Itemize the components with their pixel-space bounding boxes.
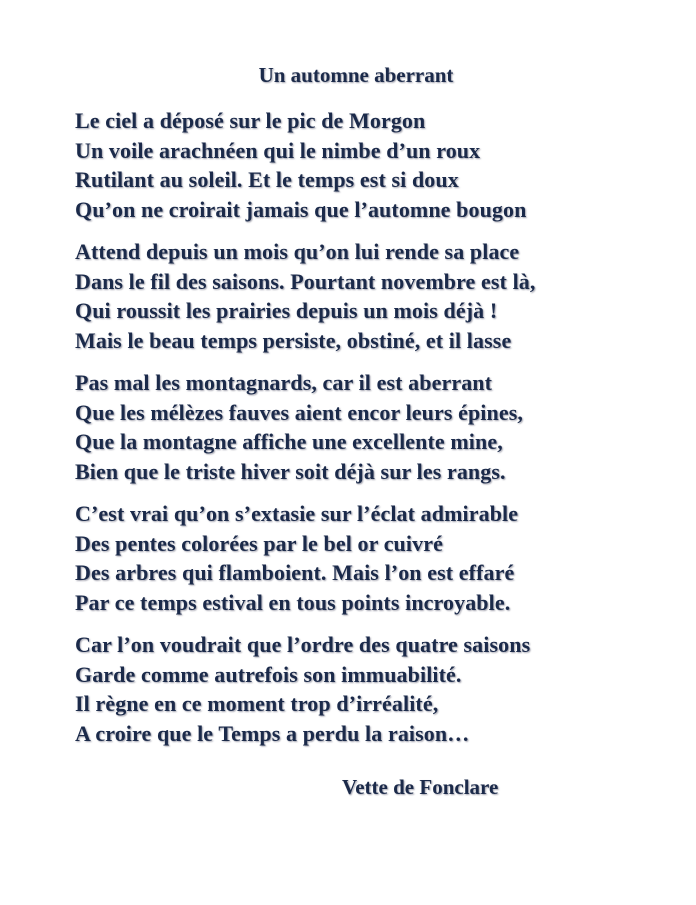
poem-line: Le ciel a déposé sur le pic de Morgon [75, 108, 426, 133]
poem-line: Car l’on voudrait que l’ordre des quatre saisons [75, 632, 531, 657]
poem-line: Rutilant au soleil. Et le temps est si doux [75, 167, 459, 192]
poem-line: Il règne en ce moment trop d’irréalité, [75, 691, 439, 716]
stanza-2 [75, 237, 685, 355]
stanza-5 [75, 630, 685, 748]
poem-body [75, 106, 685, 761]
poem-line: Pas mal les montagnards, car il est aberrant [75, 370, 493, 395]
poem-author: Vette de Fonclare [342, 775, 499, 799]
stanza-4 [75, 499, 685, 617]
poem-line: Par ce temps estival en tous points incroyable. [75, 589, 511, 615]
poem-line: A croire que le Temps a perdu la raison… [75, 720, 470, 746]
poem-line: Garde comme autrefois son immuabilité. [75, 661, 462, 687]
poem-line: Dans le fil des saisons. Pourtant novembre est là, [75, 268, 536, 294]
poem-line: Des arbres qui flamboient. Mais l’on est effaré [75, 560, 515, 585]
poem-line: Des pentes colorées par le bel or cuivré [75, 530, 443, 556]
stanza-1 [75, 106, 685, 224]
poem-title: Un automne aberrant [258, 63, 454, 87]
poem-line: Que la montagne affiche une excellente mine, [75, 429, 503, 454]
stanza-3 [75, 368, 685, 486]
poem-line: Attend depuis un mois qu’on lui rende sa place [75, 239, 520, 264]
poem-line: C’est vrai qu’on s’extasie sur l’éclat admirable [75, 501, 519, 526]
poem-line: Bien que le triste hiver soit déjà sur les rangs. [75, 458, 506, 484]
poem-line: Un voile arachnéen qui le nimbe d’un roux [75, 137, 481, 163]
poem-line: Que les mélèzes fauves aient encor leurs épines, [75, 399, 523, 425]
poem-line: Mais le beau temps persiste, obstiné, et il lasse [75, 327, 512, 353]
poem-line: Qu’on ne croirait jamais que l’automne bougon [75, 196, 527, 222]
poem-line: Qui roussit les prairies depuis un mois déjà ! [75, 298, 498, 323]
